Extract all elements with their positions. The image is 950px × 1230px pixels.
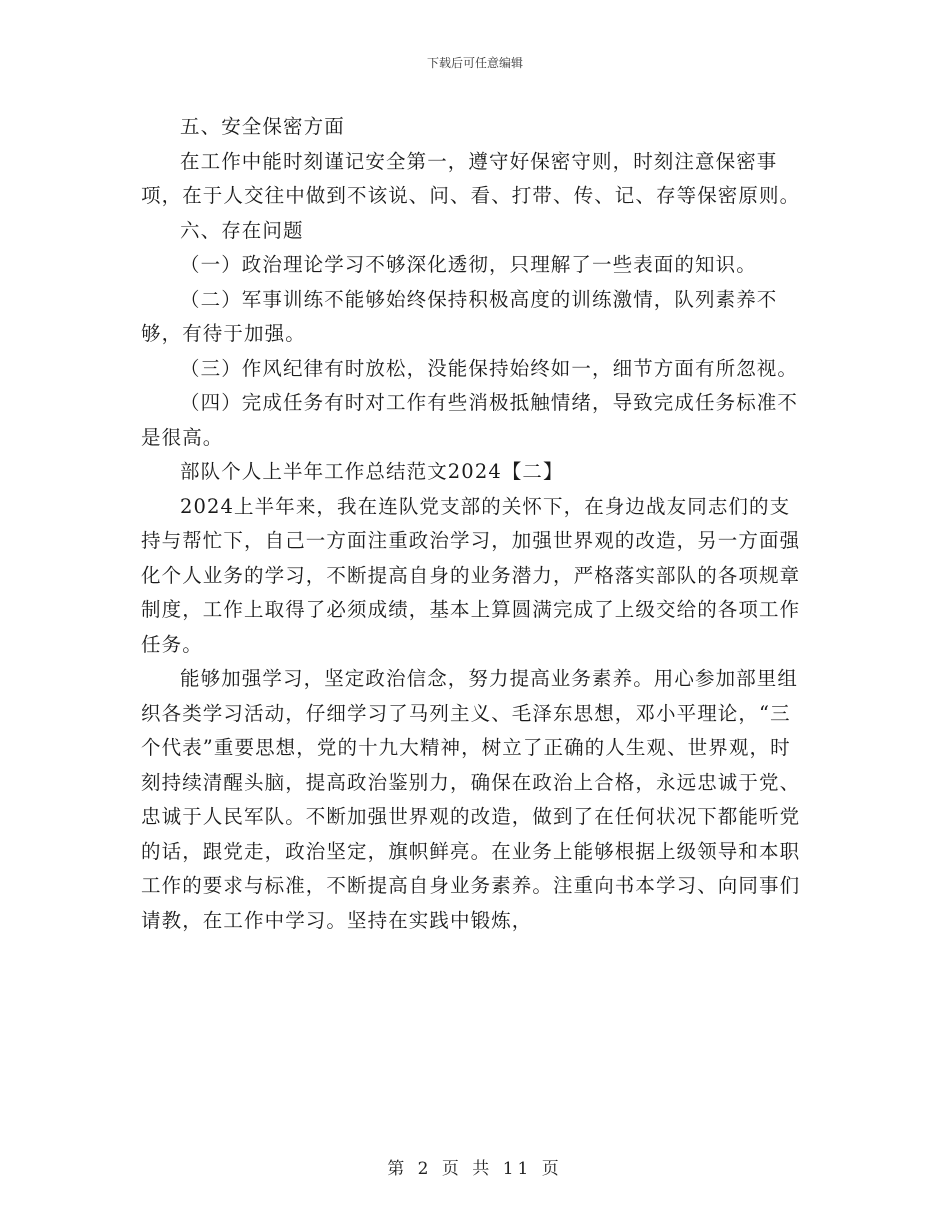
paragraph-study: 能够加强学习，坚定政治信念，努力提高业务素养。用心参加部里组织各类学习活动，仔细学习了马列主义、毛泽东思想，邓小平理论，“三个代表”重要思想，党的十九大精神，树立了正确的人生观、世界观，时刻持续清醒头脑，提高政治鉴别力，确保在政治上合格，永远忠诚于党、忠诚于人民军队。不断加强世界观的改造，做到了在任何状况下都能听党的话，跟党走，政治坚定，旗帜鲜亮。在业务上能够根据上级领导和本职工作的要求与标准，不断提高自身业务素养。注重向书本学习、向同事们请教，在工作中学习。坚持在实践中锻炼， [141,667,801,932]
page-header-note: 下载后可任意编辑 [426,56,523,70]
paragraph-security: 在工作中能时刻谨记安全第一，遵守好保密守则，时刻注意保密事项，在于人交往中做到不该说、问、看、打带、传、记、存等保密原则。 [141,149,801,207]
problem-item-4: （四）完成任务有时对工作有些消极抵触情绪，导致完成任务标准不是很高。 [141,391,799,449]
document-body [141,110,809,938]
problem-item-3: （三）作风纪律有时放松，没能保持始终如一，细节方面有所忽视。 [180,356,799,380]
page-number: 第 2 页 共 11 页 [387,1159,563,1179]
section-heading-problems: 六、存在问题 [180,218,304,242]
paragraph-intro: 2024上半年来，我在连队党支部的关怀下，在身边战友同志们的支持与帮忙下，自己一方面注重政治学习，加强世界观的改造，另一方面强化个人业务的学习，不断提高自身的业务潜力，严格落实部队的各项规章制度，工作上取得了必须成绩，基本上算圆满完成了上级交给的各项工作任务。 [141,494,801,656]
problem-item-2: （二）军事训练不能够始终保持积极高度的训练激情，队列素养不够，有待于加强。 [141,287,778,345]
section-heading-security: 五、安全保密方面 [180,115,345,138]
problem-item-1: （一）政治理论学习不够深化透彻，只理解了一些表面的知识。 [180,253,757,276]
article-title-part-two: 部队个人上半年工作总结范文2024【二】 [180,460,564,483]
